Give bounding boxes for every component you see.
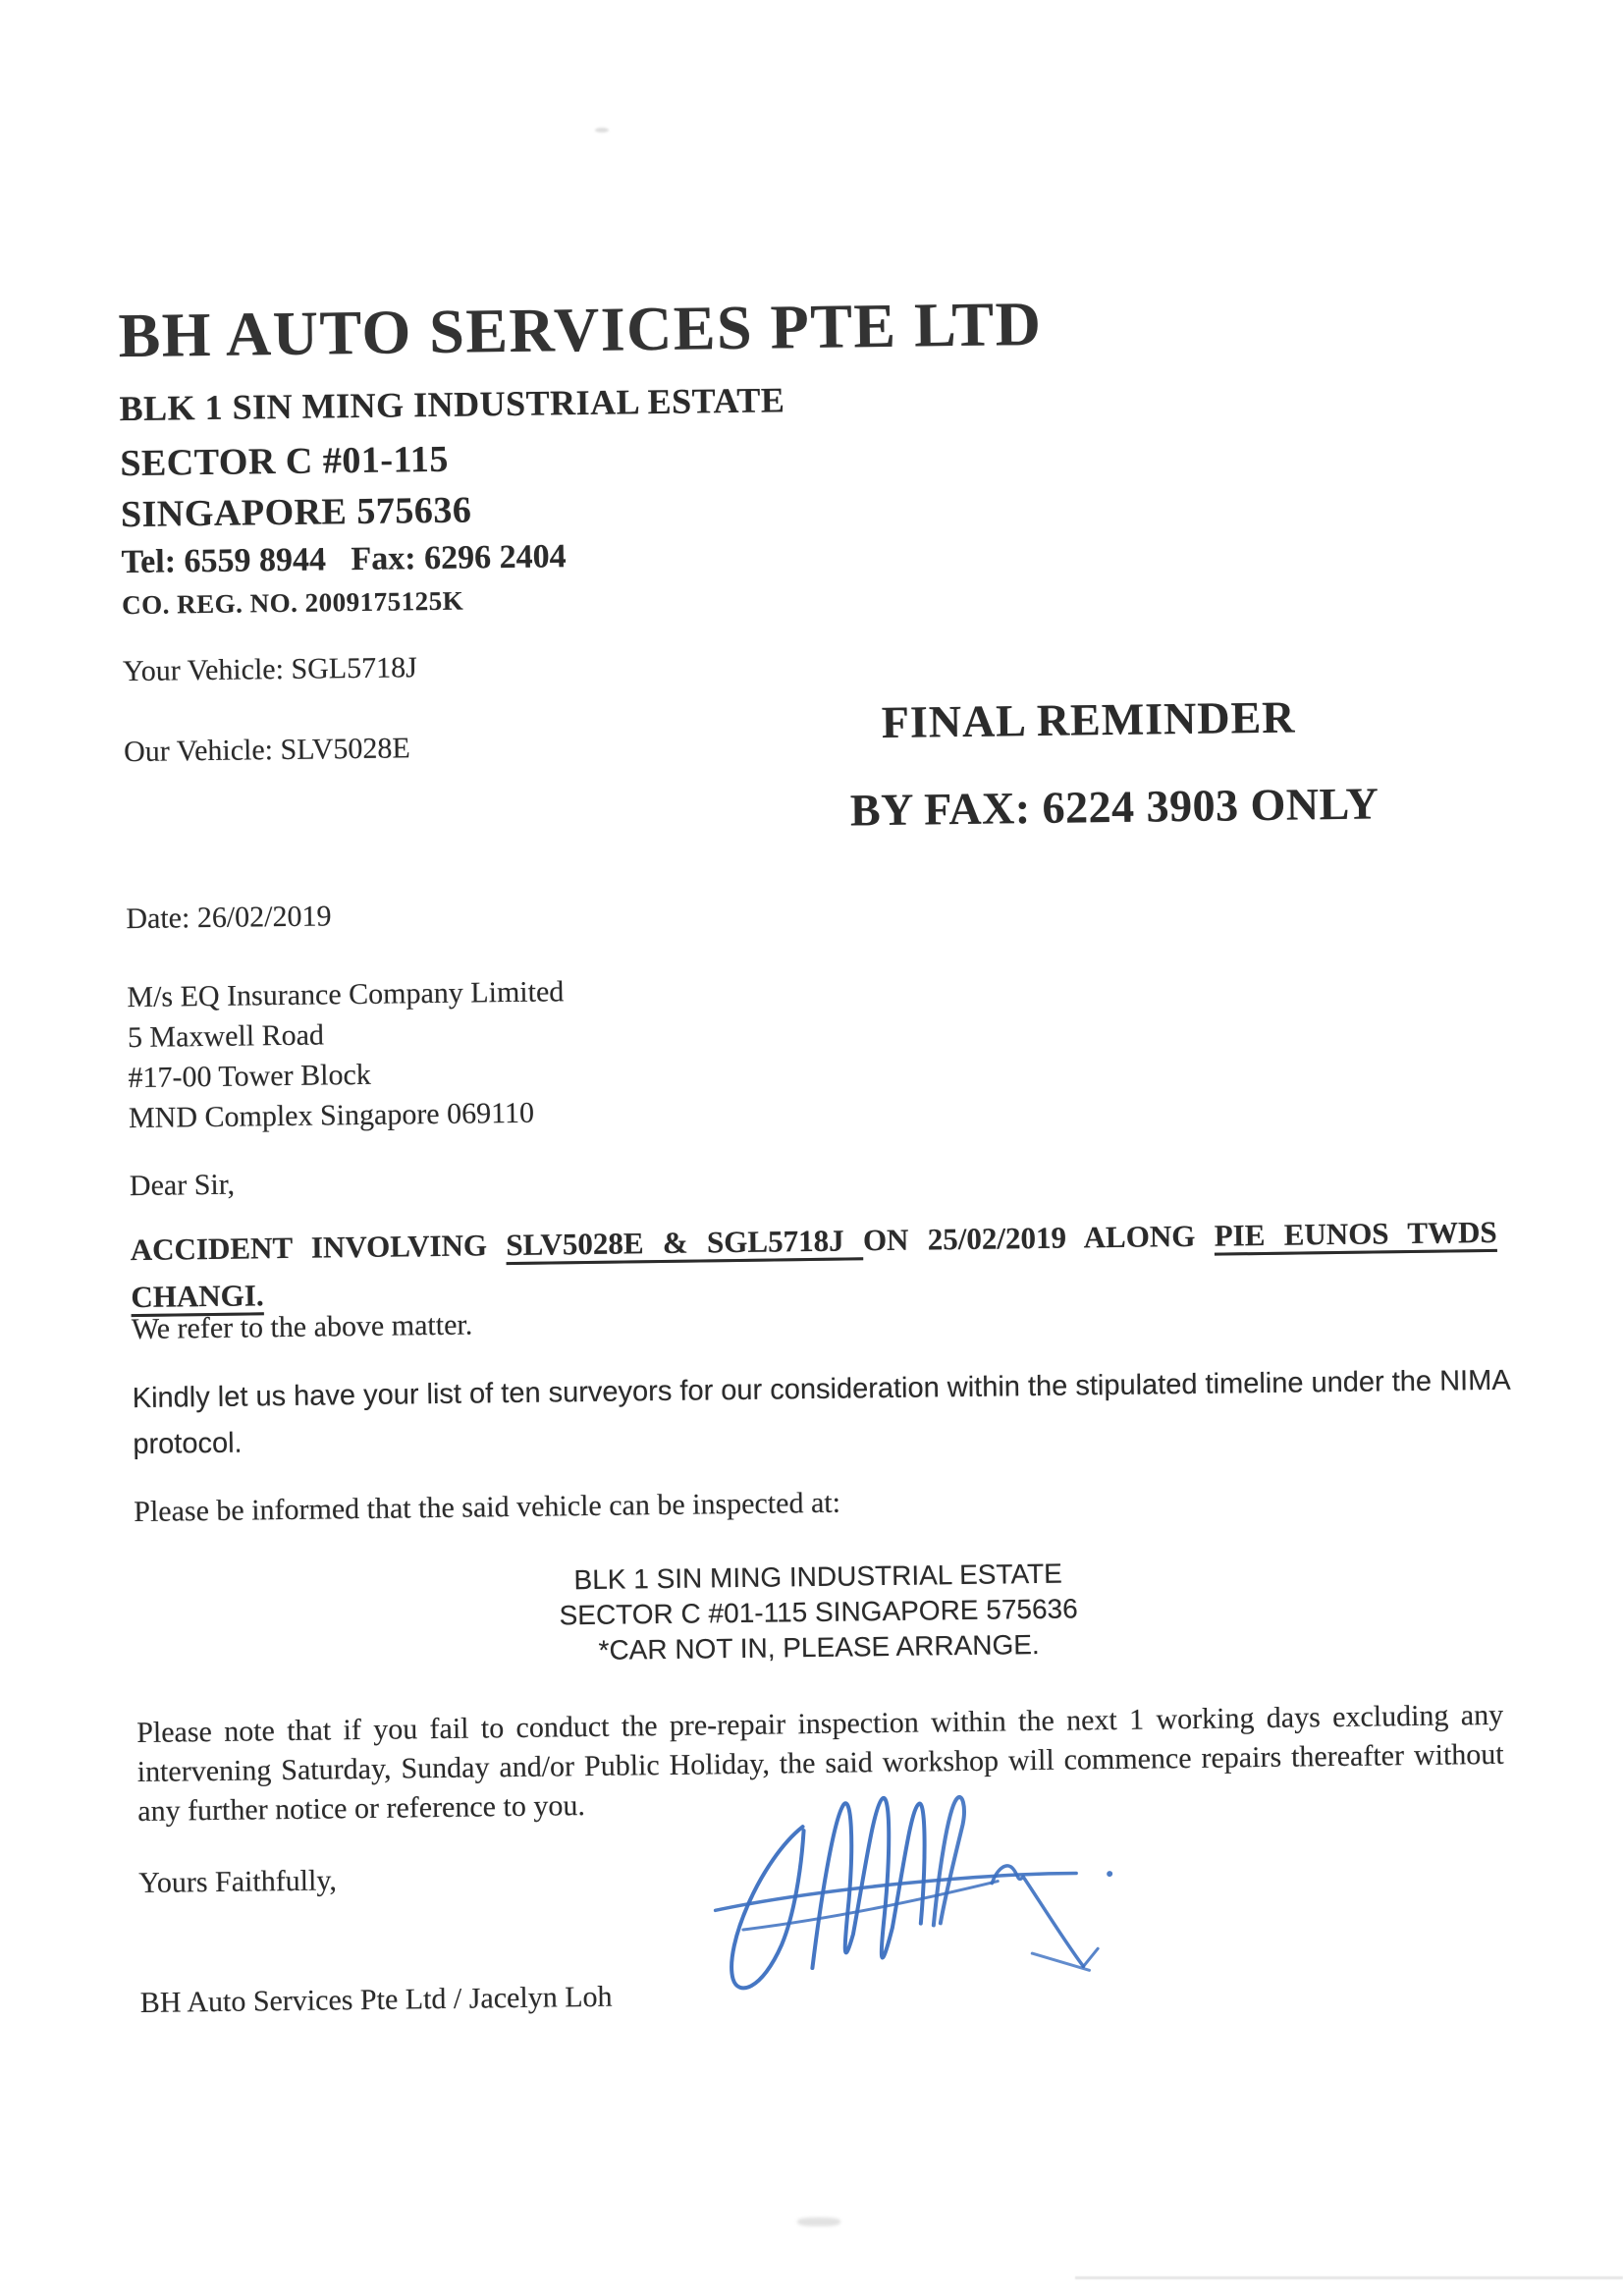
subject-vehicles-underlined: SLV5028E & SGL5718J — [506, 1223, 864, 1263]
letterhead-address-line3: SINGAPORE 575636 — [120, 489, 472, 536]
para-inspect-at: Please be informed that the said vehicle can be inspected at: — [134, 1486, 841, 1529]
inspection-address-line2: SECTOR C #01-115 SINGAPORE 575636 — [559, 1593, 1078, 1631]
headline-by-fax: BY FAX: 6224 3903 ONLY — [849, 778, 1380, 836]
subject-line — [130, 1209, 1497, 1321]
letterhead-address-line2: SECTOR C #01-115 — [120, 438, 450, 485]
recipient-line-1: M/s EQ Insurance Company Limited — [127, 975, 565, 1014]
recipient-line-2: 5 Maxwell Road — [127, 1018, 325, 1055]
recipient-address-block — [127, 971, 566, 1138]
letterhead-address-line1: BLK 1 SIN MING INDUSTRIAL ESTATE — [119, 380, 785, 429]
inspection-location-block — [135, 1551, 1502, 1674]
signoff-line: BH Auto Services Pte Ltd / Jacelyn Loh — [139, 1980, 613, 2020]
para-pre-repair-note: Please note that if you fail to conduct the pre-repair inspection within the next 1 working days excluding any intervening Saturday, Sunday and/or Public Holiday, the said workshop will commence repairs thereafter without any further notice or reference to you. — [135, 1698, 1504, 1829]
letterhead-co-reg: CO. REG. NO. 2009175125K — [121, 585, 464, 621]
inspection-address-line1: BLK 1 SIN MING INDUSTRIAL ESTATE — [573, 1558, 1063, 1596]
subject-part-accident: ACCIDENT INVOLVING — [130, 1228, 507, 1268]
your-vehicle-line: Your Vehicle: SGL5718J — [122, 651, 418, 688]
letterhead-tel-fax: Tel: 6559 8944 Fax: 6296 2404 — [121, 538, 567, 581]
company-name: BH AUTO SERVICES PTE LTD — [118, 288, 1043, 371]
subject-road-underlined: PIE EUNOS TWDS — [1214, 1214, 1497, 1253]
subject-part-date: ON 25/02/2019 ALONG — [862, 1218, 1215, 1258]
signature-scribble — [684, 1775, 1159, 2006]
recipient-line-4: MND Complex Singapore 069110 — [128, 1096, 535, 1135]
our-vehicle-line: Our Vehicle: SLV5028E — [123, 732, 410, 769]
subject-changi-underlined: CHANGI. — [131, 1278, 264, 1315]
headline-final-reminder: FINAL REMINDER — [881, 691, 1296, 748]
salutation: Dear Sir, — [129, 1168, 236, 1203]
closing-yours-faithfully: Yours Faithfully, — [137, 1864, 338, 1900]
para-we-refer: We refer to the above matter. — [131, 1308, 473, 1346]
para-kindly-surveyors: Kindly let us have your list of ten surveyors for our consideration within the stipulated timeline under the NIMA protocol. — [132, 1364, 1510, 1461]
inspection-address-line3: *CAR NOT IN, PLEASE ARRANGE. — [598, 1628, 1040, 1666]
date-line: Date: 26/02/2019 — [126, 900, 332, 936]
recipient-line-3: #17-00 Tower Block — [128, 1058, 371, 1095]
